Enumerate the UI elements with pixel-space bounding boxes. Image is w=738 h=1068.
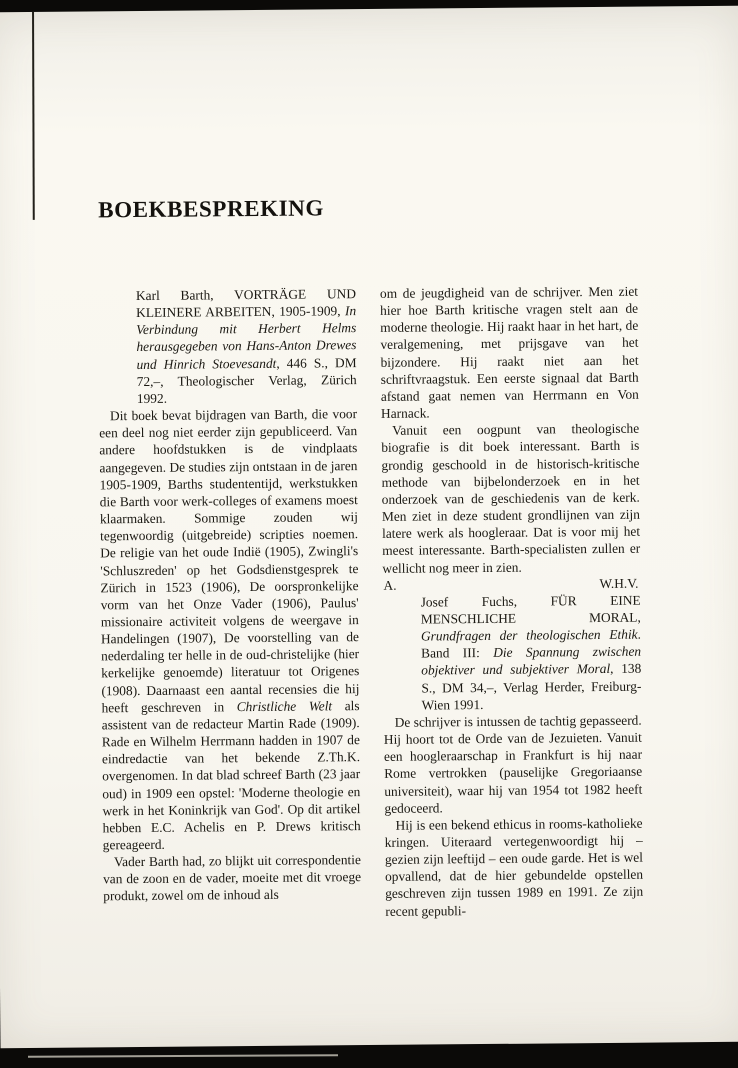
italic-text-run: Die Spannung zwischen objektiver und subjektiver Moral (421, 643, 642, 678)
text-columns (98, 283, 644, 922)
paragraph-author (384, 712, 643, 817)
paragraph-father (103, 851, 361, 905)
text-run: Vader Barth had, zo blijkt uit correspondentie van de zoon en de vader, moeite met dit vroege produkt, zowel om de inhoud als (102, 852, 362, 904)
book-citation-barth (136, 285, 357, 407)
italic-text-run: Grundfragen der theologischen Ethik (420, 626, 638, 644)
right-column (380, 283, 644, 920)
page-edge-artifact (32, 12, 35, 220)
scan-bottom-artifact (28, 1054, 338, 1058)
signature-initial: A. (383, 577, 397, 593)
paragraph-continuation (380, 283, 639, 422)
text-run: als assistent van de redacteur Martin Rade (1909). Rade en Wilhelm Herrmann hadden in 1907 de eindredactie van het bekende Z.Th.K. overgenomen. In dat blad schreef Barth (23 jaar oud) in 1909 een opstel: 'Moderne theologie en werk in het Koninkrijk van God'. Op dit artikel hebben E.C. Achelis en P. Drews kritisch gereageerd. (101, 697, 361, 853)
text-run: Josef Fuchs, FÜR EINE MENSCHLICHE MORAL, (420, 592, 641, 627)
page-content (95, 7, 643, 922)
italic-text-run: In Verbindung mit Herbert Helms herausgegeben von Hans-Anton Drewes und Hinrich Stoevesandt (136, 303, 357, 372)
book-page (0, 6, 738, 1048)
signature-reviewer-initials: W.H.V. (599, 575, 639, 591)
left-column (98, 285, 362, 922)
text-run: De schrijver is intussen de tachtig gepasseerd. Hij hoort tot de Orde van de Jezuieten. Vanuit een hoogleraarschap in Frankfurt is hij naar Rome vertrokken (pauselijke Gregoriaanse universiteit), waar hij van 1954 tot 1982 heeft gedoceerd. (383, 712, 643, 816)
text-run: Dit boek bevat bijdragen van Barth, die voor een deel nog niet eerder zijn gepubliceerd. Van andere hoofdstukken is de vindplaats aangegeven. De studies zijn ontstaan in de jaren 1905-1909, Barths studententijd, werkstukken die Barth voor werk-colleges of examens moest klaarmaken. Sommige zouden wij tegenwoordig (uitgebreide) scripties noemen. De religie van het oude Indië (1905), Zwingli's 'Schluszreden' op het Godsdienstgesprek te Zürich in 1523 (1906), De oorspronkelijke vorm van het Onze Vader (1906), Paulus' missionaire activiteit volgens de weergave in Handelingen (1907), De voorstelling van de nederdaling ter helle in de oud-christelijke (hier kerkelijke genoemde) literatuur tot Origenes (1908). Daarnaast een aantal recensies die hij heeft geschreven in (99, 406, 360, 716)
text-run: Vanuit een oogpunt van theologische biografie is dit boek interessant. Barth is grondig geschoold in de historisch-kritische methode van bijbelonderzoek en in het onderzoek van de geschiedenis van de kerk. Men ziet in deze student grondlijnen van zijn latere werk als hoogleraar. Dat is voor mij het meest interessante. Barth-specialisten zullen er wellicht nog meer in zien. (381, 420, 641, 576)
text-run: , 446 S., DM 72,–, Theologischer Verlag, Zürich 1992. (136, 354, 357, 406)
reviewer-signature (382, 574, 640, 593)
text-run: , 138 S., DM 34,–, Verlag Herder, Freiburg-Wien 1991. (421, 661, 642, 713)
page-title: BOEKBESPREKING (98, 195, 325, 223)
book-citation-fuchs (421, 591, 642, 713)
text-run: . Band III: (421, 626, 642, 661)
text-run: Karl Barth, VORTRÄGE UND KLEINERE ARBEITEN, 1905-1909, (135, 286, 357, 321)
paragraph-ethicus (385, 814, 644, 919)
text-run: om de jeugdigheid van de schrijver. Men ziet hier hoe Barth kritische vragen stelt aan de moderne theologie. Hij raakt haar in het hart, de veralgemening, met prijsgave van het bijzondere. Hij raakt niet aan het schriftvraagstuk. Een eerste signaal dat Barth afstand gaat nemen van Herrmann en Von Harnack. (379, 283, 639, 421)
text-run: Hij is een bekend ethicus in rooms-katholieke kringen. Uiteraard vertegenwoordigt hij – gezien zijn leeftijd – een oude garde. Het is wel opvallend, dat de hier gebundelde opstellen geschreven zijn tussen 1989 en 1991. Ze zijn recent gepubli- (384, 815, 644, 919)
italic-text-run: Christliche Welt (236, 698, 333, 714)
paragraph-biography (381, 420, 640, 577)
paragraph-review (99, 405, 361, 853)
